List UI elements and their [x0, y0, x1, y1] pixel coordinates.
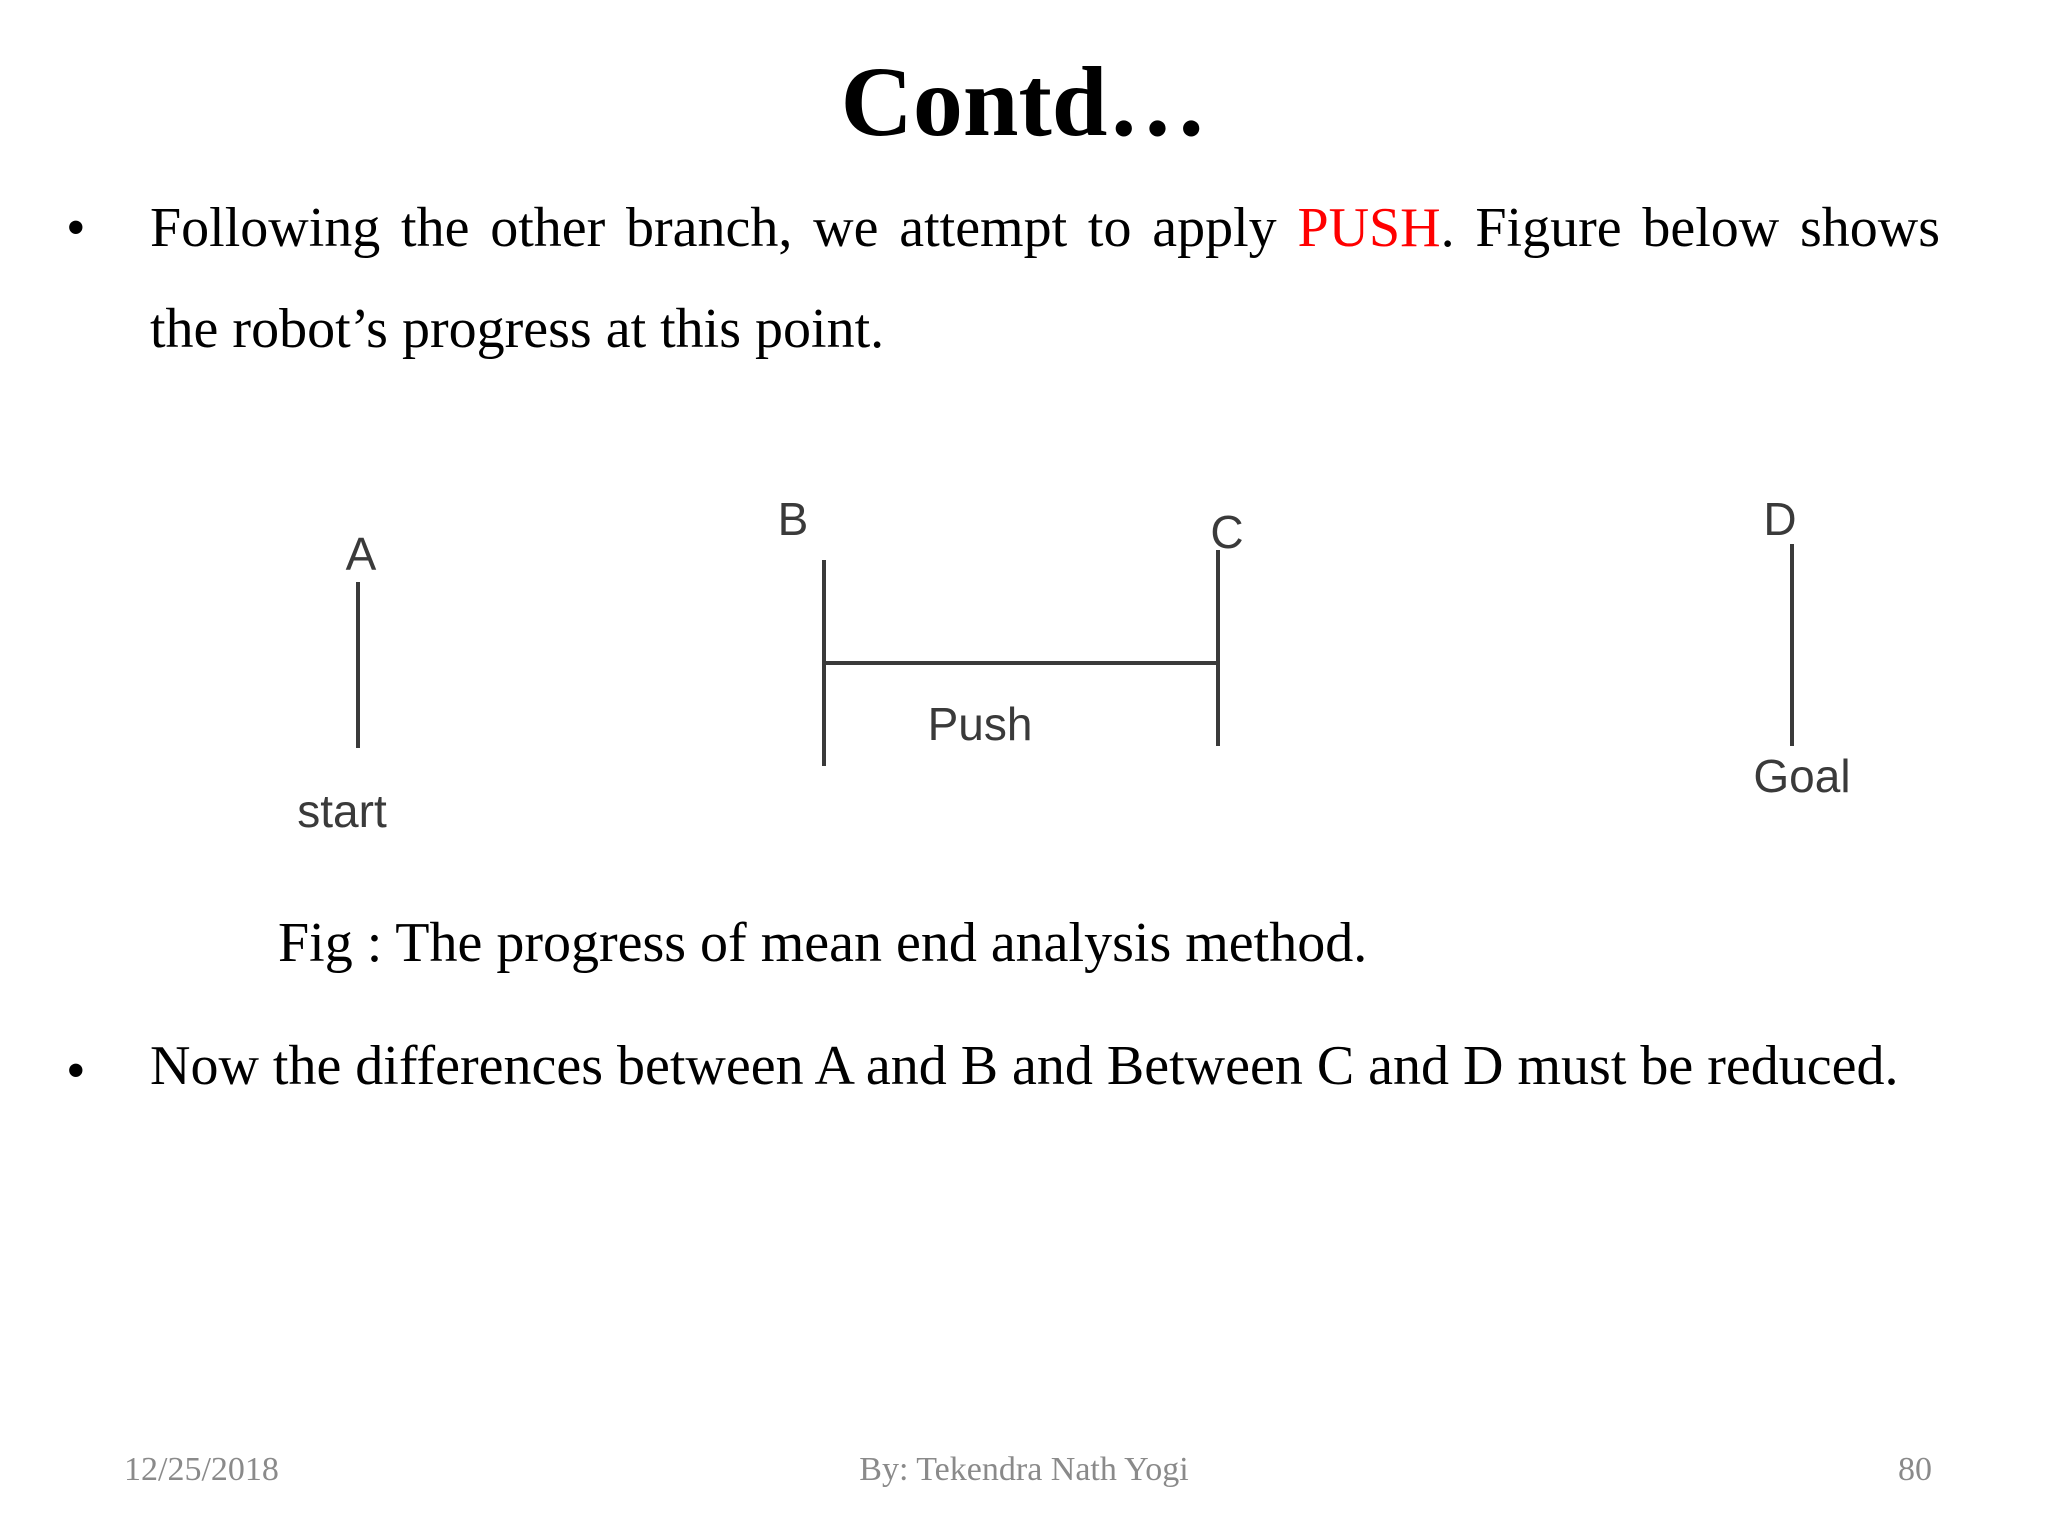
- bullet-1-text-before: Following the other branch, we attempt to apply: [150, 197, 1298, 259]
- bullet-marker-2: •: [66, 1040, 86, 1102]
- footer-author: By: Tekendra Nath Yogi: [859, 1451, 1189, 1488]
- bullet-1-text-after: . Figure below shows the robot’s progress at this point.: [150, 197, 1940, 360]
- bullet-text-2: Now the differences between A and B and Between C and D must be reduced.: [150, 1035, 1899, 1097]
- label-a: A: [345, 528, 377, 580]
- figure-caption: Fig : The progress of mean end analysis method.: [278, 912, 1368, 974]
- footer-page-number: 80: [1898, 1451, 1932, 1488]
- label-push: Push: [927, 698, 1033, 750]
- bullet-marker-1: •: [66, 197, 86, 259]
- label-start: start: [297, 785, 387, 837]
- push-highlight: PUSH: [1297, 197, 1441, 259]
- footer-date: 12/25/2018: [124, 1451, 279, 1488]
- label-c: C: [1210, 506, 1244, 558]
- label-d: D: [1763, 493, 1797, 545]
- label-goal: Goal: [1753, 750, 1851, 802]
- label-b: B: [777, 493, 809, 545]
- slide-title: Contd…: [840, 46, 1208, 157]
